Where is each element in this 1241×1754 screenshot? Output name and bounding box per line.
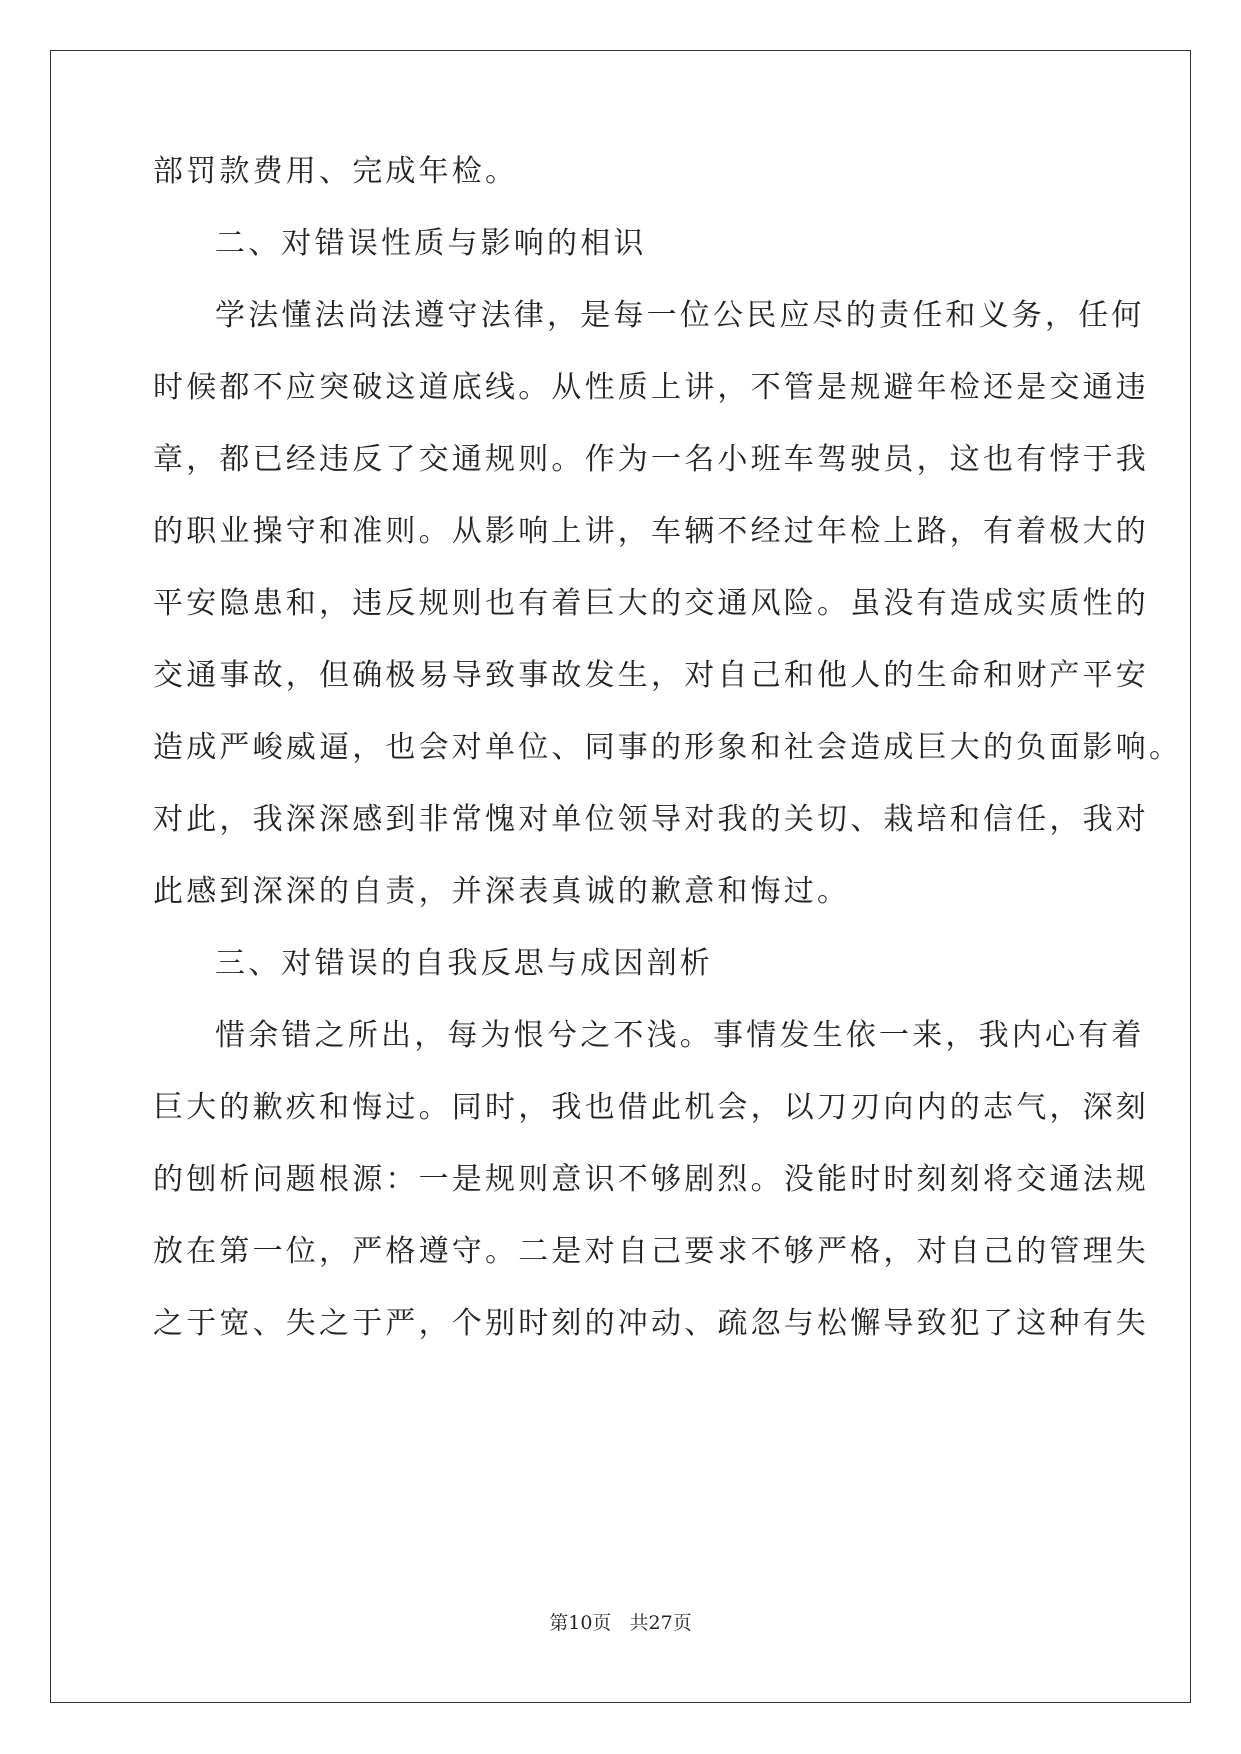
paragraph-line: 部罚款费用、完成年检。 bbox=[153, 154, 519, 189]
paragraph-line: 放在第一位，严格遵守。二是对自己要求不够严格，对自己的管理失 bbox=[153, 1234, 1149, 1269]
paragraph-line: 平安隐患和，违反规则也有着巨大的交通风险。虽没有造成实质性的 bbox=[153, 586, 1149, 621]
paragraph-line: 惜余错之所出，每为恨兮之不浅。事情发生依一来，我内心有着 bbox=[215, 1018, 1145, 1053]
paragraph-line: 巨大的歉疚和悔过。同时，我也借此机会，以刀刃向内的志气，深刻 bbox=[153, 1090, 1149, 1125]
section-heading: 三、对错误的自我反思与成因剖析 bbox=[215, 946, 713, 981]
paragraph-line: 的职业操守和准则。从影响上讲，车辆不经过年检上路，有着极大的 bbox=[153, 514, 1149, 549]
paragraph-line: 交通事故，但确极易导致事故发生，对自己和他人的生命和财产平安 bbox=[153, 658, 1149, 693]
paragraph-line: 此感到深深的自责，并深表真诚的歉意和悔过。 bbox=[153, 874, 851, 909]
paragraph-line: 章，都已经违反了交通规则。作为一名小班车驾驶员，这也有悖于我 bbox=[153, 442, 1149, 477]
section-heading: 二、对错误性质与影响的相识 bbox=[215, 226, 647, 261]
paragraph-line: 学法懂法尚法遵守法律，是每一位公民应尽的责任和义务，任何 bbox=[215, 298, 1145, 333]
page-number-footer: 第10页 共27页 bbox=[549, 1612, 692, 1634]
paragraph-line: 之于宽、失之于严，个别时刻的冲动、疏忽与松懈导致犯了这种有失 bbox=[153, 1306, 1149, 1341]
paragraph-line: 造成严峻威逼，也会对单位、同事的形象和社会造成巨大的负面影响。 bbox=[153, 730, 1183, 765]
paragraph-line: 对此，我深深感到非常愧对单位领导对我的关切、栽培和信任，我对 bbox=[153, 802, 1149, 837]
paragraph-line: 时候都不应突破这道底线。从性质上讲，不管是规避年检还是交通违 bbox=[153, 370, 1149, 405]
paragraph-line: 的刨析问题根源：一是规则意识不够剧烈。没能时时刻刻将交通法规 bbox=[153, 1162, 1149, 1197]
